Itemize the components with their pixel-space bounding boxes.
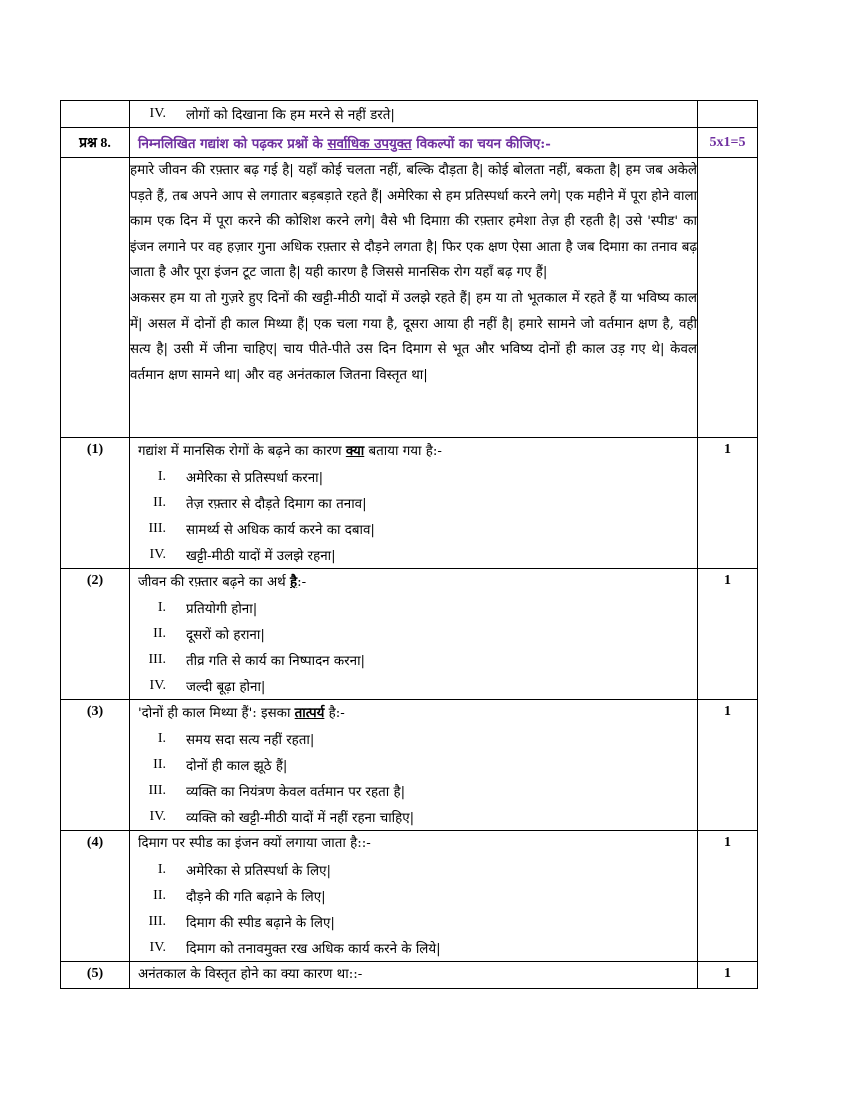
prev-question-last-option-row	[61, 101, 758, 128]
option-item	[130, 726, 697, 752]
question-text	[130, 569, 697, 595]
option-text: प्रतियोगी होना|	[186, 602, 258, 617]
question-text	[130, 700, 697, 726]
option-item	[130, 621, 697, 647]
question-number: (3)	[61, 700, 130, 831]
option-item	[130, 752, 697, 778]
option-item	[130, 542, 697, 568]
option-numeral: IV.	[149, 106, 166, 121]
option-item	[130, 673, 697, 699]
option-item	[130, 101, 697, 127]
option-numeral: IV.	[149, 809, 166, 824]
question-text-pre: जीवन की रफ़्तार बढ़ने का अर्थ	[138, 575, 290, 590]
question-marks: 1	[698, 700, 758, 831]
question-cell	[130, 438, 698, 569]
question-cell	[130, 569, 698, 700]
option-numeral: II.	[153, 757, 166, 772]
option-text: दिमाग को तनावमुक्त रख अधिक कार्य करने के लिये|	[186, 942, 441, 957]
question-row	[61, 438, 758, 569]
option-numeral: IV.	[149, 940, 166, 955]
marks-cell	[698, 158, 758, 438]
option-item	[130, 883, 697, 909]
question-cell	[130, 700, 698, 831]
option-numeral: I.	[157, 600, 166, 615]
option-numeral: III.	[148, 783, 166, 798]
instruction-text-post: विकल्पों का चयन कीजिए:-	[411, 135, 551, 152]
question-text	[130, 962, 697, 988]
option-text: जल्दी बूढ़ा होना|	[186, 680, 266, 695]
passage-row	[61, 158, 758, 438]
question-cell	[130, 831, 698, 962]
question-marks: 1	[698, 438, 758, 569]
number-cell	[61, 158, 130, 438]
option-text: दिमाग की स्पीड बढ़ाने के लिए|	[186, 916, 335, 931]
option-numeral: I.	[157, 731, 166, 746]
question-text-post: :-	[297, 575, 307, 590]
question-text-pre: अनंतकाल के विस्तृत होने का क्या कारण था::-	[138, 967, 363, 982]
passage-paragraph-1: हमारे जीवन की रफ़्तार बढ़ गई है| यहाँ कोई चलता नहीं, बल्कि दौड़ता है| कोई बोलता नहीं, बकता है| हम जब अकेले पड़ते हैं, तब अपने आप से लगातार बड़बड़ाते रहते हैं| अमेरिका से हम प्रतिस्पर्धा करने लगे| एक महीने में पूरा होने वाला काम एक दिन में पूरा करने की कोशिश करने लगे| वैसे भी दिमाग़ की रफ़्तार हमेशा तेज़ ही रहती है| उसे 'स्पीड' का इंजन लगाने पर वह हज़ार गुना अधिक रफ़्तार से दौड़ने लगता है| फिर एक क्षण ऐसा आता है जब दिमाग़ का तनाव बढ़ जाता है और पूरा इंजन टूट जाता है| यही कारण है जिससे मानसिक रोग यहाँ बढ़ गए हैं|	[130, 163, 697, 281]
option-item	[130, 857, 697, 883]
option-item	[130, 516, 697, 542]
question-number: प्रश्न 8.	[61, 128, 130, 158]
question-cell	[130, 962, 698, 989]
option-text: व्यक्ति को खट्टी-मीठी यादों में नहीं रहना चाहिए|	[186, 811, 415, 826]
question-text-post: बताया गया है:-	[364, 444, 442, 459]
question-row	[61, 569, 758, 700]
option-item	[130, 935, 697, 961]
question-text-pre: गद्यांश में मानसिक रोगों के बढ़ने का कारण	[138, 444, 346, 459]
option-text: व्यक्ति का नियंत्रण केवल वर्तमान पर रहता है|	[186, 785, 406, 800]
option-numeral: III.	[148, 652, 166, 667]
question-number: (2)	[61, 569, 130, 700]
option-cell	[130, 101, 698, 128]
question-marks: 1	[698, 831, 758, 962]
question-header-row	[61, 128, 758, 158]
question-row	[61, 831, 758, 962]
option-text: खट्टी-मीठी यादों में उलझे रहना|	[186, 549, 336, 564]
instruction-emphasis: सर्वाधिक उपयुक्त	[327, 135, 412, 152]
option-text: दोनों ही काल झूठे हैं|	[186, 759, 288, 774]
question-emphasis: क्या	[345, 443, 365, 459]
option-text: तीव्र गति से कार्य का निष्पादन करना|	[186, 654, 366, 669]
passage-paragraph-2: अकसर हम या तो गुज़रे हुए दिनों की खट्टी-मीठी यादों में उलझे रहते हैं| हम या तो भूतकाल में रहते हैं या भविष्य काल में| असल में दोनों ही काल मिथ्या हैं| एक चला गया है, दूसरा आया ही नहीं है| हमारे सामने जो वर्तमान क्षण है, वही सत्य है| उसी में जीना चाहिए| चाय पीते-पीते उस दिन दिमाग से भूत और भविष्य दोनों ही काल उड़ गए थे| केवल वर्तमान क्षण सामने था| और वह अनंतकाल जितना विस्तृत था|	[130, 290, 697, 383]
option-item	[130, 595, 697, 621]
passage-cell	[130, 158, 698, 438]
question-row	[61, 700, 758, 831]
option-numeral: III.	[148, 914, 166, 929]
option-item	[130, 909, 697, 935]
number-cell	[61, 101, 130, 128]
question-emphasis: है	[290, 574, 298, 590]
option-numeral: II.	[153, 626, 166, 641]
option-text: समय सदा सत्य नहीं रहता|	[186, 733, 315, 748]
option-numeral: I.	[157, 862, 166, 877]
question-text-pre: दिमाग पर स्पीड का इंजन क्यों लगाया जाता है::-	[138, 836, 371, 851]
option-text: दूसरों को हराना|	[186, 628, 265, 643]
option-item	[130, 490, 697, 516]
option-text: अमेरिका से प्रतिस्पर्धा के लिए|	[186, 864, 331, 879]
question-table	[60, 100, 758, 989]
option-item	[130, 464, 697, 490]
question-number: (1)	[61, 438, 130, 569]
question-instruction	[130, 128, 698, 158]
question-number: (4)	[61, 831, 130, 962]
option-numeral: IV.	[149, 678, 166, 693]
marks-cell	[698, 101, 758, 128]
question-emphasis: तात्पर्य	[294, 705, 325, 721]
question-marks: 1	[698, 962, 758, 989]
total-marks: 5x1=5	[698, 128, 758, 158]
option-numeral: IV.	[149, 547, 166, 562]
question-row	[61, 962, 758, 989]
question-text-pre: 'दोनों ही काल मिथ्या हैं': इसका	[138, 706, 295, 721]
option-text: तेज़ रफ़्तार से दौड़ते दिमाग का तनाव|	[186, 497, 367, 512]
option-text: अमेरिका से प्रतिस्पर्धा करना|	[186, 471, 324, 486]
question-number: (5)	[61, 962, 130, 989]
option-text: सामर्थ्य से अधिक कार्य करने का दबाव|	[186, 523, 375, 538]
question-text-post: है:-	[324, 706, 345, 721]
question-text	[130, 438, 697, 464]
question-text	[130, 831, 697, 857]
question-marks: 1	[698, 569, 758, 700]
option-text: दौड़ने की गति बढ़ाने के लिए|	[186, 890, 326, 905]
option-item	[130, 778, 697, 804]
option-text: लोगों को दिखाना कि हम मरने से नहीं डरते|	[186, 108, 395, 123]
option-numeral: I.	[157, 469, 166, 484]
option-numeral: II.	[153, 888, 166, 903]
option-numeral: II.	[153, 495, 166, 510]
option-item	[130, 647, 697, 673]
option-item	[130, 804, 697, 830]
option-numeral: III.	[148, 521, 166, 536]
instruction-text-pre: निम्नलिखित गद्यांश को पढ़कर प्रश्नों के	[138, 135, 328, 152]
